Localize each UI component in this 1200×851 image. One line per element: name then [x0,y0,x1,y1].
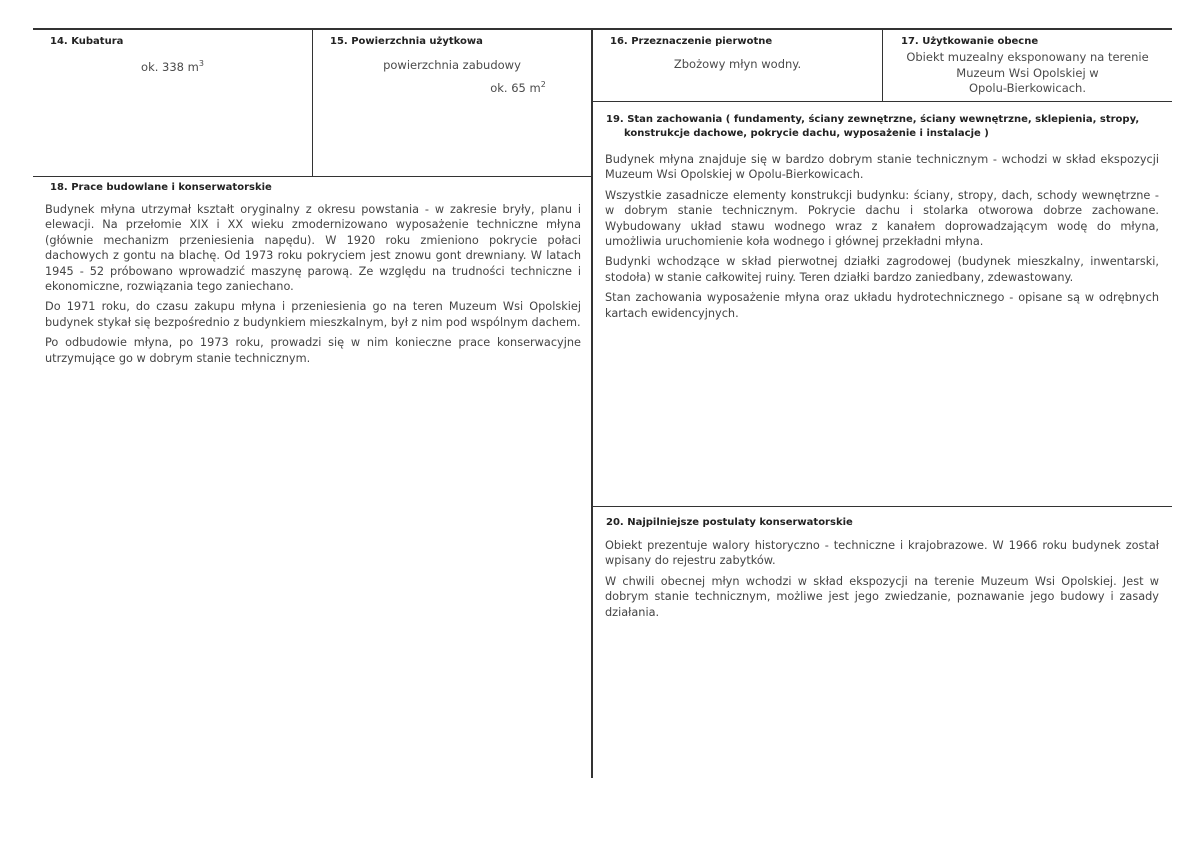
field-przeznaczenie [593,30,882,101]
kubatura-value [33,56,312,75]
postulaty-text [605,538,1159,625]
stan-paragraph-4: Stan zachowania wyposażenie młyna oraz układu hydrotechnicznego - opisane są w odrębnych kartach ewidencyjnych. [605,291,1159,320]
powierzchnia-value-exponent: 2 [540,80,546,89]
powierzchnia-value-text: ok. 65 m [490,80,541,95]
przeznaczenie-value: Zbożowy młyn wodny. [673,57,802,71]
postulaty-paragraph-2: W chwili obecnej młyn wchodzi w skład ekspozycji na terenie Muzeum Wsi Opolskiej. Jest w dobrym stanie technicznym, możliwe jest jego zwiedzanie, poznawanie jego budowy i zasady działania. [605,574,1159,619]
przeznaczenie-label: 16. Przeznaczenie pierwotne [610,36,773,47]
prace-paragraph-1: Budynek młyna utrzymał kształt oryginalny z okresu powstania - w zakresie bryły, planu i elewacji. Na przełomie XIX i XX wieku zmodernizowano wyposażenie techniczne młyna (głównie mechanizm przeniesienia napędu). W 1920 roku zmieniono pokrycie połaci dachowych z gontu na blachę. Od 1973 roku pokryciem jest znowu gont drewniany. W latach 1945 - 52 próbowano wprowadzić maszynę parową. Ze względu na trudności techniczne i ekonomiczne, rozwiązania tego zaniechano. [45,203,581,294]
prace-text [45,202,581,371]
uzytkowanie-line-2: Muzeum Wsi Opolskiej w [956,66,1099,80]
uzytkowanie-label: 17. Użytkowanie obecne [901,36,1039,47]
powierzchnia-line1: powierzchnia zabudowy [383,58,521,72]
stan-paragraph-3: Budynki wchodzące w skład pierwotnej działki zagrodowej (budynek mieszkalny, inwentarski, stodoła) w stanie całkowitej ruiny. Teren działki bardzo zaniedbany, zdewastowany. [605,255,1159,284]
prace-label: 18. Prace budowlane i konserwatorskie [50,182,272,193]
field-kubatura [33,30,312,176]
field-uzytkowanie [883,30,1172,101]
kubatura-label: 14. Kubatura [50,36,124,47]
prace-paragraph-3: Po odbudowie młyna, po 1973 roku, prowadzi się w nim konieczne prace konserwacyjne utrzymujące go w dobrym stanie technicznym. [45,336,581,365]
postulaty-paragraph-1: Obiekt prezentuje walory historyczno - techniczne i krajobrazowe. W 1966 roku budynek został wpisany do rejestru zabytków. [605,539,1159,568]
stan-paragraph-2: Wszystkie zasadnicze elementy konstrukcji budynku: ściany, stropy, dach, schody wewnętrzne - w dobrym stanie technicznym. Pokrycie dachu i stolarka otworowa dobrze zachowane. Wybudowany układ stawu wodnego wraz z kanałem doprowadzającym wodę do młyna, umożliwia uruchomienie koła wodnego i głównej przekładni młyna. [605,188,1159,249]
stan-text [605,152,1159,326]
field-prace-budowlane [33,177,591,777]
postulaty-label: 20. Najpilniejsze postulaty konserwatorskie [606,517,853,528]
field-stan-zachowania [593,102,1172,506]
stan-label-line-2: konstrukcje dachowe, pokrycie dachu, wyposażenie i instalacje ) [624,128,989,139]
prace-paragraph-2: Do 1971 roku, do czasu zakupu młyna i przeniesienia go na teren Muzeum Wsi Opolskiej budynek stykał się bezpośrednio z budynkiem mieszkalnym, był z nim pod wspólnym dachem. [45,300,581,329]
kubatura-value-exponent: 3 [198,59,204,68]
field-postulaty [593,507,1172,777]
uzytkowanie-line-3: Opolu-Bierkowicach. [968,81,1087,95]
powierzchnia-label: 15. Powierzchnia użytkowa [330,36,483,47]
uzytkowanie-line-1: Obiekt muzealny eksponowany na terenie [906,50,1149,64]
stan-paragraph-1: Budynek młyna znajduje się w bardzo dobrym stanie technicznym - wchodzi w skład ekspozycji Muzeum Wsi Opolskiej w Opolu-Bierkowicach. [605,153,1159,182]
kubatura-value-text: ok. 338 m [141,59,199,74]
stan-label-line-1: 19. Stan zachowania ( fundamenty, ściany zewnętrzne, ściany wewnętrzne, sklepienia, stropy, [606,114,1140,125]
field-powierzchnia [313,30,591,176]
